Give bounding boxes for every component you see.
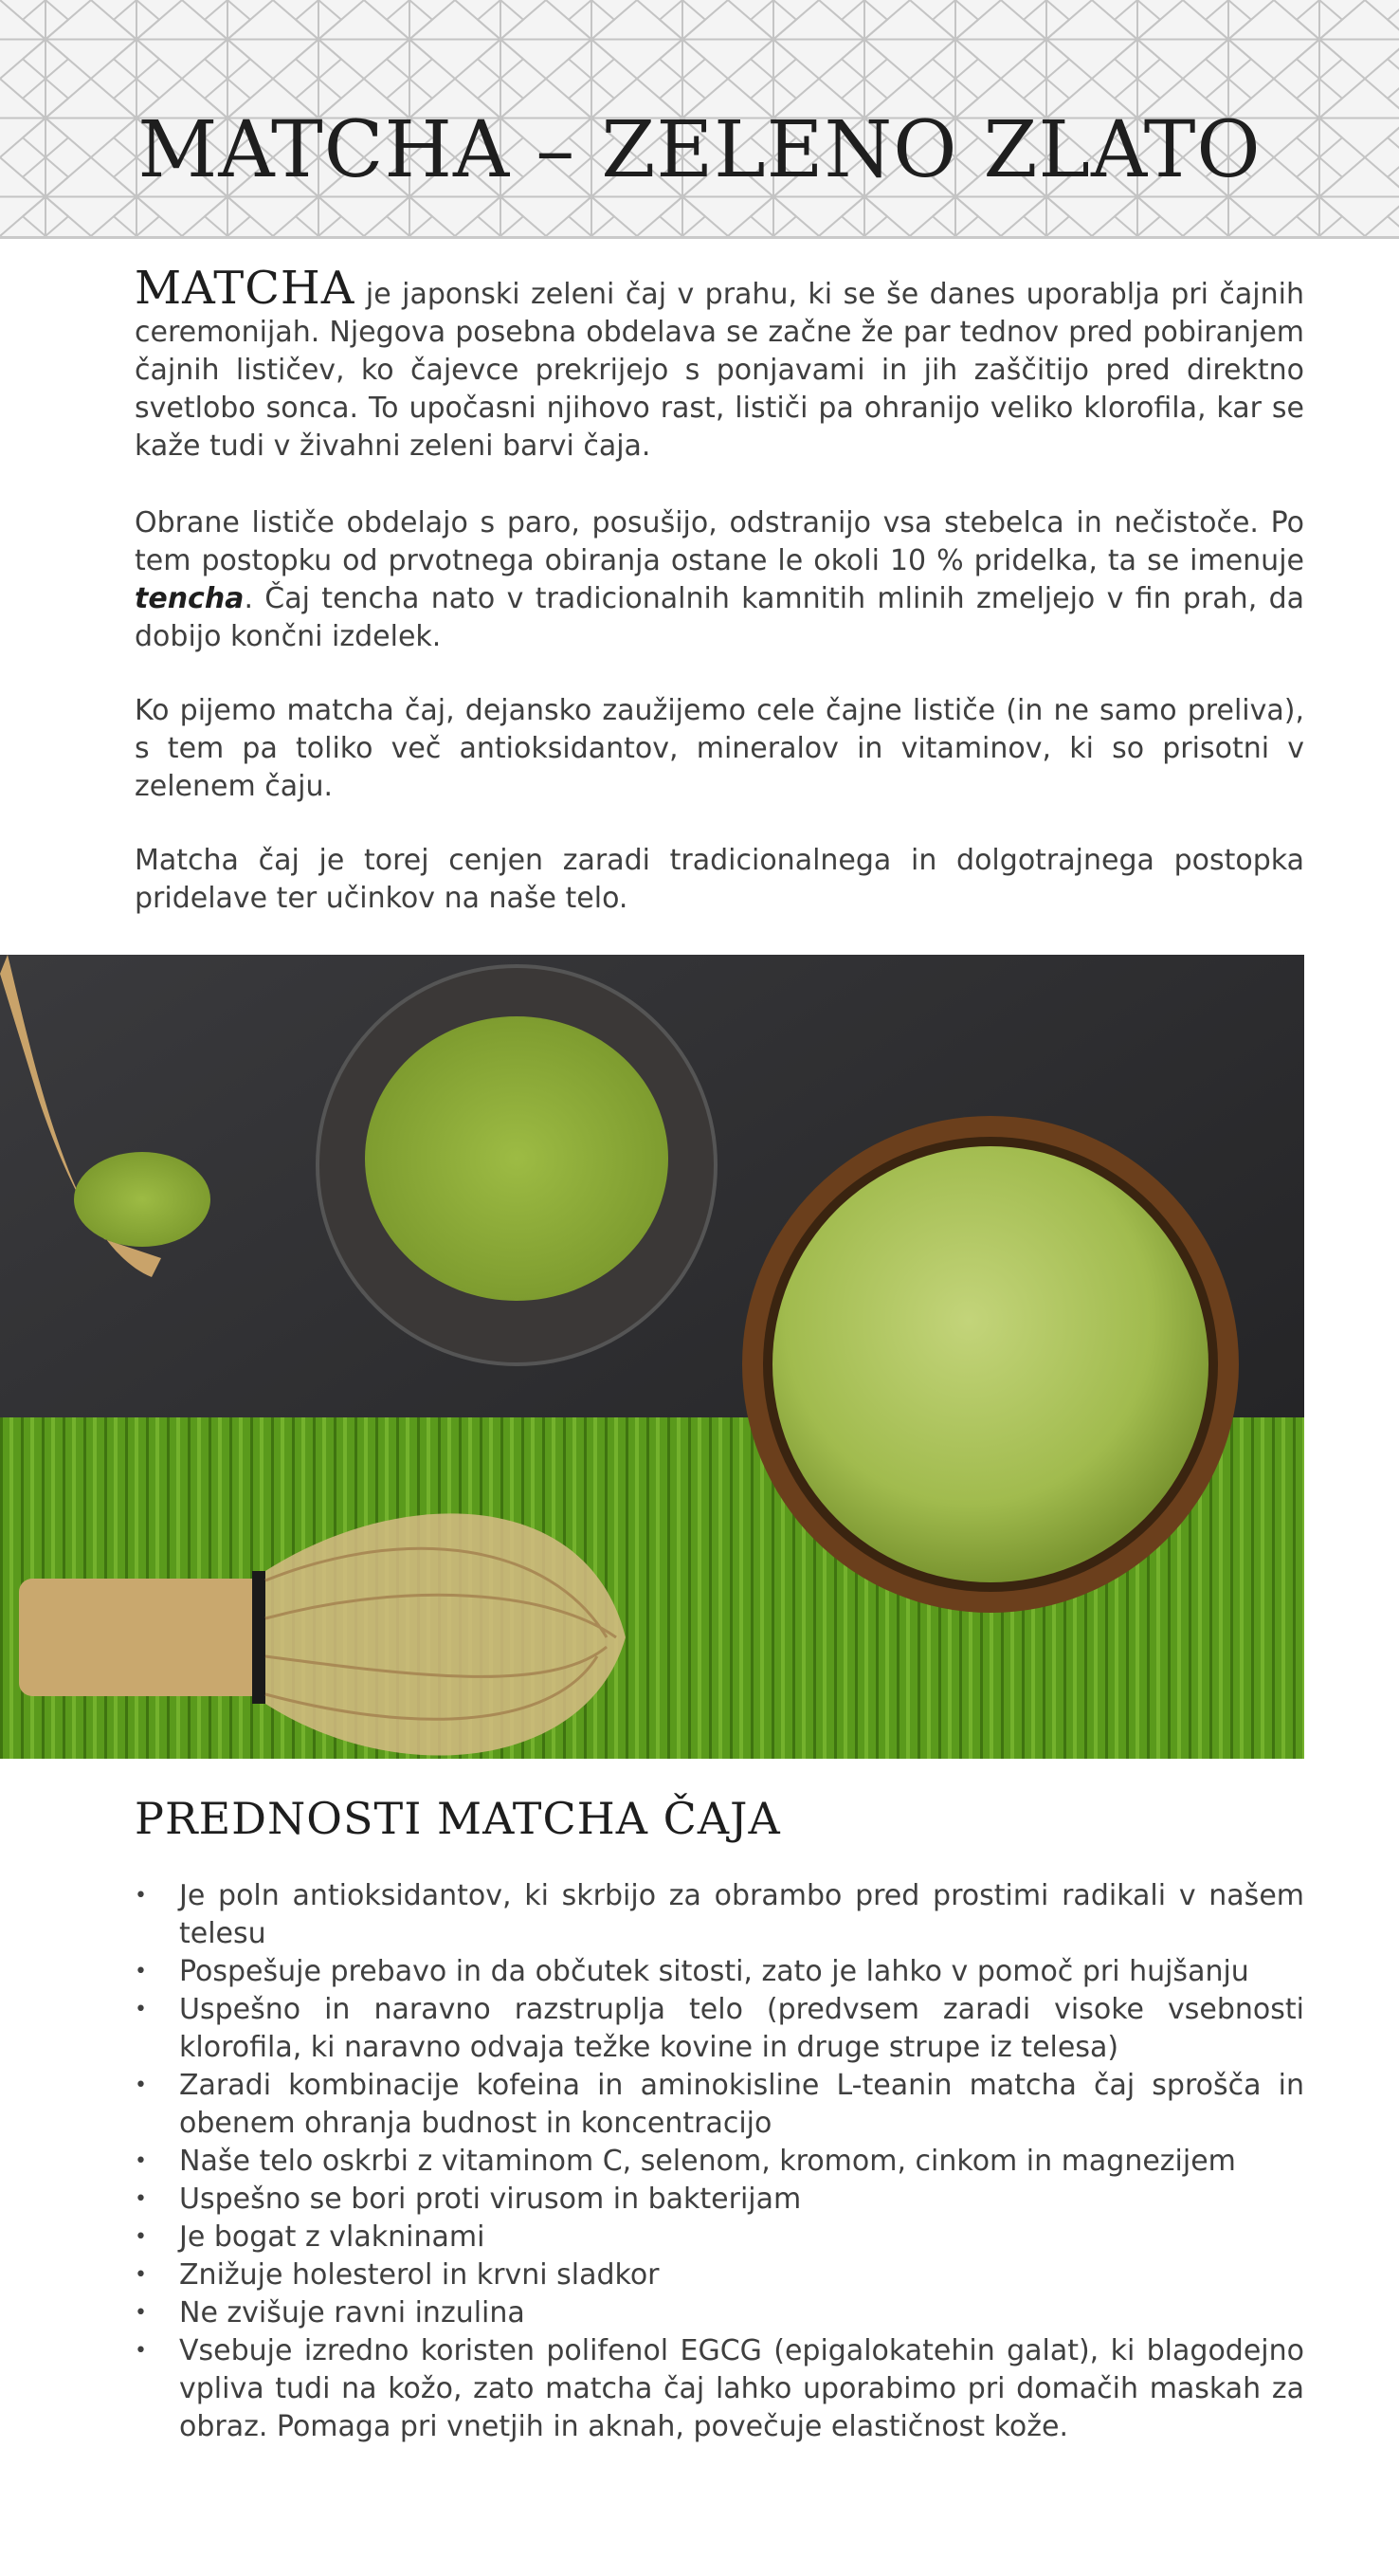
list-item: • Zaradi kombinacije kofeina in aminokisline L-teanin matcha čaj sprošča in obenem ohranja budnost in koncentracijo (135, 2069, 1304, 2140)
intro-paragraph-2-start: Obrane lističe obdelajo s paro, posušijo, odstranijo vsa stebelca in nečistoče. Po tem postopku od prvotnega obiranja ostane le okoli 10 % pridelka, ta se imenuje (135, 506, 1304, 577)
bullet-icon: • (135, 2225, 147, 2249)
intro-paragraph-1-text: je japonski zeleni čaj v prahu, ki se še danes uporablja pri čajnih ceremonijah. Njegova posebna obdelava se začne že par tednov pred pobiranjem čajnih lističev, ko čajevce prekrijejo s ponjavami in jih zaščitijo pred direktno svetlobo sonca. To upočasni njihovo rast, lističi pa ohranijo veliko klorofila, kar se kaže tudi v živahni zeleni barvi čaja. (135, 278, 1304, 463)
bullet-icon: • (135, 1884, 147, 1908)
benefits-heading: PREDNOSTI MATCHA ČAJA (135, 1793, 781, 1844)
page-title: MATCHA – ZELENO ZLATO (137, 105, 1262, 195)
list-item: • Vsebuje izredno koristen polifenol EGCG (epigalokatehin galat), ki blagodejno vpliva tudi na kožo, zato matcha čaj lahko uporabimo pri domačih maskah za obraz. Pomaga pri vnetjih in aknah, povečuje elastičnost kože. (135, 2334, 1304, 2443)
list-item: • Pospešuje prebavo in da občutek sitosti, zato je lahko v pomoč pri hujšanju (135, 1953, 1304, 1991)
bullet-icon: • (135, 1998, 147, 2021)
bullet-icon: • (135, 2187, 147, 2211)
dish-powder (365, 1016, 668, 1301)
header-banner (0, 0, 1399, 239)
matcha-illustration (0, 955, 1304, 1759)
bullet-icon: • (135, 2339, 147, 2363)
bullet-icon: • (135, 2301, 147, 2325)
lead-word: MATCHA (135, 262, 355, 315)
matcha-photo (0, 955, 1304, 1759)
bullet-icon: • (135, 2149, 147, 2173)
list-item: • Je poln antioksidantov, ki skrbijo za obrambo pred prostimi radikali v našem telesu (135, 1879, 1304, 1950)
benefits-list (135, 1877, 1304, 2446)
list-item: • Je bogat z vlakninami (135, 2219, 1304, 2256)
intro-paragraph-2 (135, 504, 1304, 656)
list-item: • Uspešno in naravno razstruplja telo (predvsem zaradi visoke vsebnosti klorofila, ki naravno odvaja težke kovine in druge strupe iz telesa) (135, 1993, 1304, 2064)
list-item: • Znižuje holesterol in krvni sladkor (135, 2256, 1304, 2294)
matcha-tea-surface (772, 1146, 1208, 1582)
bullet-icon: • (135, 2263, 147, 2287)
intro-paragraph-4: Matcha čaj je torej cenjen zaradi tradicionalnega in dolgotrajnega postopka pridelave ter učinkov na naše telo. (135, 844, 1304, 915)
intro-paragraph-1 (135, 262, 1304, 466)
intro-paragraph-2-end: . Čaj tencha nato v tradicionalnih kamnitih mlinih zmeljejo v fin prah, da dobijo končni izdelek. (135, 582, 1304, 653)
list-item: • Ne zvišuje ravni inzulina (135, 2294, 1304, 2332)
list-item: • Naše telo oskrbi z vitaminom C, selenom, kromom, cinkom in magnezijem (135, 2143, 1304, 2181)
tencha-emphasis: tencha (135, 582, 245, 615)
bullet-icon: • (135, 1960, 147, 1983)
intro-paragraph-3: Ko pijemo matcha čaj, dejansko zaužijemo cele čajne lističe (in ne samo preliva), s tem pa toliko več antioksidantov, mineralov in vitaminov, ki so prisotni v zelenem čaju. (135, 694, 1304, 803)
whisk-handle-icon (19, 1579, 265, 1696)
list-item: • Uspešno se bori proti virusom in bakterijam (135, 2181, 1304, 2219)
bullet-icon: • (135, 2074, 147, 2097)
scoop-powder (74, 1152, 210, 1247)
